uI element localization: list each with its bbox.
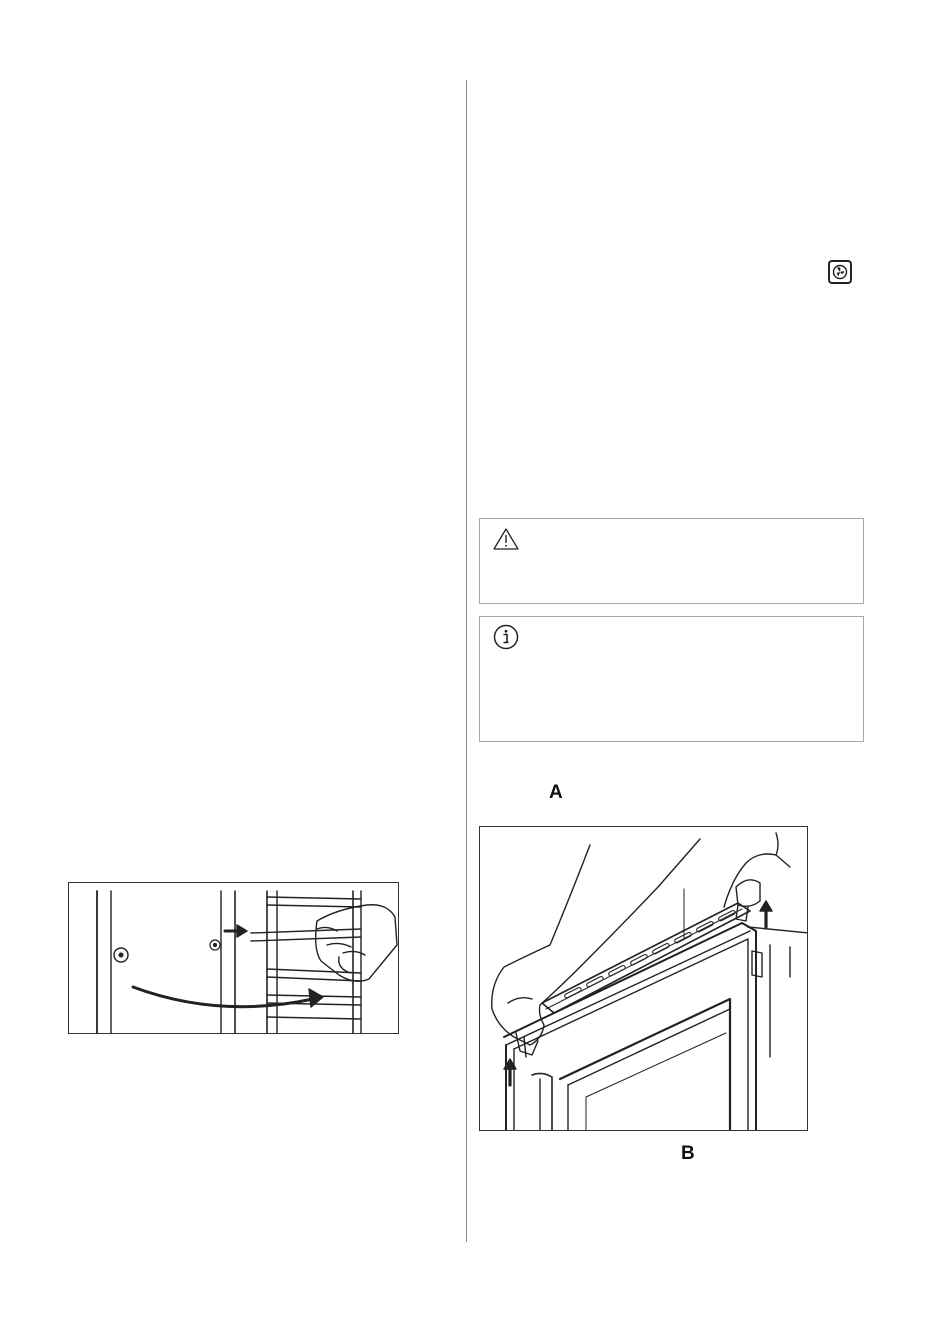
info-box (479, 616, 864, 742)
shelf-support-illustration (68, 882, 399, 1034)
door-panel-illustration (479, 826, 808, 1131)
column-divider (466, 80, 467, 1242)
figure-label-a: A (549, 782, 563, 803)
fan-icon (828, 260, 852, 284)
warning-triangle-icon (492, 527, 520, 551)
figure-label-b: B (681, 1143, 695, 1164)
warning-box (479, 518, 864, 604)
info-icon (492, 623, 520, 651)
